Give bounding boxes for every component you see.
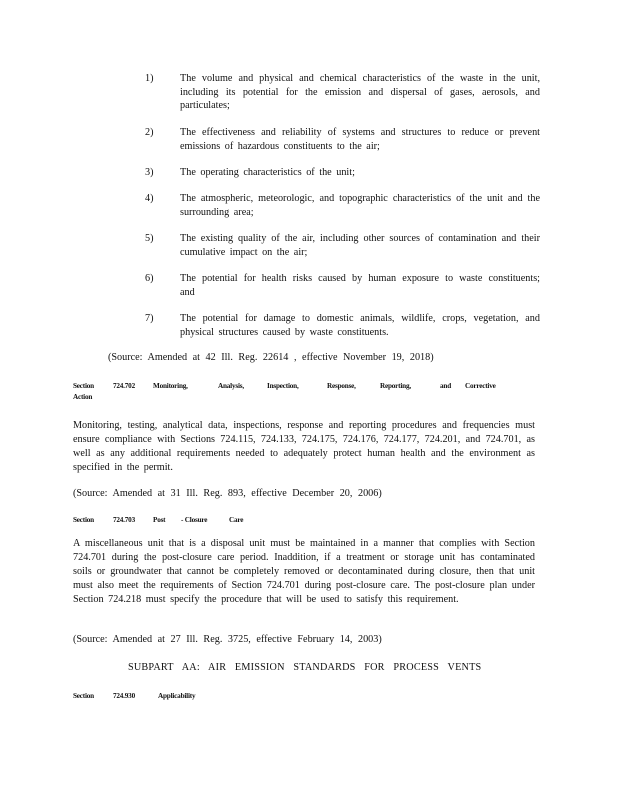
section-title-word: Reporting,: [380, 382, 411, 390]
section-word: Section: [73, 692, 94, 700]
list-number: 5): [145, 233, 154, 244]
list-text: The potential for health risks caused by human exposure to waste constituents; and: [180, 273, 540, 298]
section-title-word: Action: [73, 393, 93, 401]
section-title-word: Post: [153, 516, 166, 524]
list-number: 1): [145, 73, 154, 84]
list-text: The existing quality of the air, including other sources of contamination and their cumulative impact on the air;: [180, 233, 540, 258]
section-word: Section: [73, 516, 94, 524]
source-note: (Source: Amended at 42 Ill. Reg. 22614 , effective November 19, 2018): [108, 352, 434, 363]
section-title-word: Analysis,: [218, 382, 244, 390]
section-number: 724.702: [113, 382, 135, 390]
subpart-heading: SUBPART AA: AIR EMISSION STANDARDS FOR PROCESS VENTS: [128, 662, 482, 673]
section-number: 724.703: [113, 516, 135, 524]
source-note: (Source: Amended at 27 Ill. Reg. 3725, effective February 14, 2003): [73, 634, 382, 645]
section-title-word: and: [440, 382, 451, 390]
section-number: 724.930: [113, 692, 135, 700]
list-text: The effectiveness and reliability of systems and structures to reduce or prevent emissions of hazardous constituents to the air;: [180, 127, 540, 152]
section-title-word: Applicability: [158, 692, 196, 700]
section-title-word: Inspection,: [267, 382, 299, 390]
list-text: The operating characteristics of the unit;: [180, 167, 355, 178]
list-number: 7): [145, 313, 154, 324]
section-body-724-703: A miscellaneous unit that is a disposal unit must be maintained in a manner that complies with Section 724.701 during the post-closure care period. Inaddition, if a treatment or storage unit has contaminated soils or groundwater that cannot be completely removed or decontaminated during closure, then that unit must also meet the requirements of Section 724.701 during post-closure care. The post-closure plan under Section 724.218 must specify the procedure that will be used to satisfy this requirement.: [73, 538, 535, 605]
list-text: The atmospheric, meteorologic, and topographic characteristics of the unit and the surrounding area;: [180, 193, 540, 218]
list-number: 4): [145, 193, 154, 204]
section-title-word: - Closure: [181, 516, 208, 524]
section-heading-724-702: [73, 381, 543, 403]
section-title-word: Monitoring,: [153, 382, 188, 390]
list-number: 6): [145, 273, 154, 284]
section-heading-724-930: [73, 691, 373, 702]
list-number: 3): [145, 167, 154, 178]
section-title-word: Care: [229, 516, 244, 524]
section-heading-724-703: [73, 515, 373, 526]
source-note: (Source: Amended at 31 Ill. Reg. 893, effective December 20, 2006): [73, 488, 382, 499]
list-text: The potential for damage to domestic animals, wildlife, crops, vegetation, and physical structures caused by waste constituents.: [180, 313, 540, 338]
section-title-word: Response,: [327, 382, 356, 390]
list-number: 2): [145, 127, 154, 138]
section-word: Section: [73, 382, 94, 390]
list-text: The volume and physical and chemical characteristics of the waste in the unit, including its potential for the emission and dispersal of gases, aerosols, and particulates;: [180, 73, 540, 112]
section-body-724-702: Monitoring, testing, analytical data, inspections, response and reporting procedures and frequencies must ensure compliance with Sections 724.115, 724.133, 724.175, 724.176, 724.177, 724.201, and 724.701, as well as any additional requirements needed to adequately protect human health and the environment as specified in the permit.: [73, 420, 535, 473]
section-title-word: Corrective: [465, 382, 496, 390]
